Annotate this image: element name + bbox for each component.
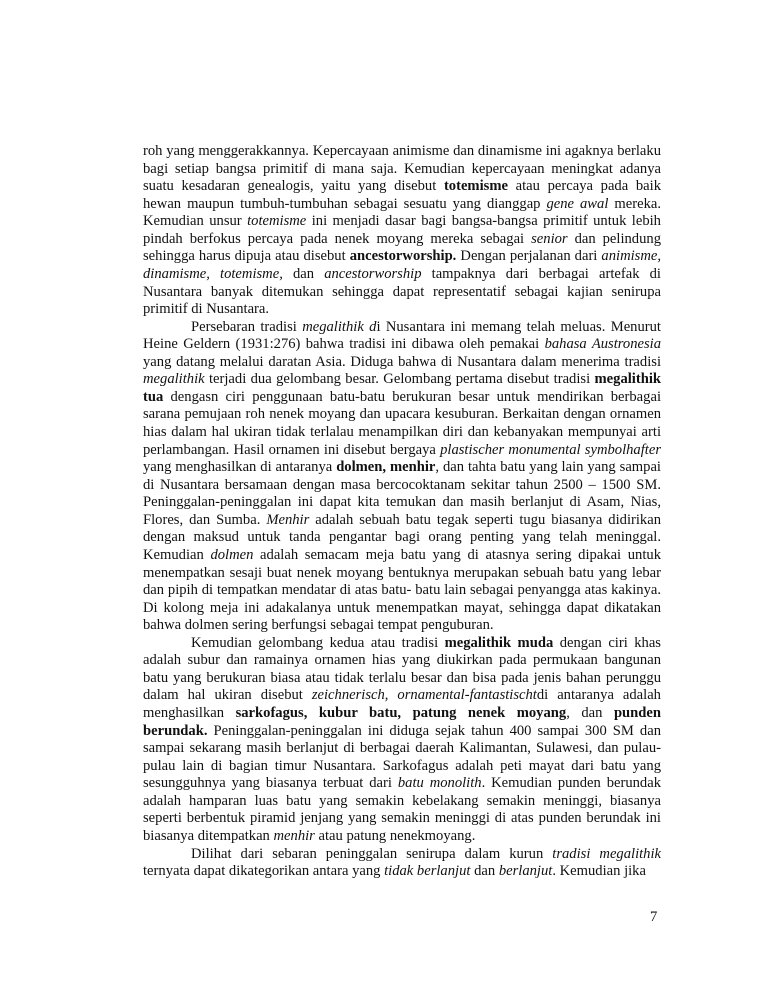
bold-term: megalithik muda [444,634,554,651]
paragraph [143,846,661,881]
italic-term: Menhir [266,511,310,528]
italic-term: menhir [273,827,315,844]
text-run: Dengan perjalanan dari [456,248,602,265]
italic-term: berlanjut [498,863,553,880]
italic-term: animisme, dinamisme, totemisme, [143,248,662,282]
text-run: atau patung nenekmoyang. [314,827,476,844]
text-run: i Nusantara ini memang telah meluas. Menurut Heine Geldern (1931:276) bahwa tradisi ini dibawa oleh pemakai [143,318,661,353]
text-run: . Kemudian jika [552,863,646,880]
text-run: dengan ciri khas adalah subur dan ramainya ornamen hias yang diukirkan pada permukaan bangunan batu yang berukuran biasa atau tidak terlalu besar dan bisa pada jenis bahan perunggu dalam hal ukiran disebut [143,634,661,704]
text-run: Peninggalan-peninggalan ini diduga sejak tahun 400 sampai 300 SM dan sampai sekarang masih berlanjut di berbagai daerah Kalimantan, Sulawesi, dan pulau-pulau lain di bagian timur Nusantara. Sarkofagus adalah peti mayat dari batu yang sesungguhnya yang biasanya terbuat dari [143,722,661,792]
text-run: di antaranya adalah menghasilkan [143,687,661,721]
italic-term: megalithik [143,371,205,388]
text-run: , dan [566,705,614,721]
text-run: roh yang menggerakkannya. Kepercayaan animisme dan dinamisme ini agaknya berlaku bagi setiap bangsa primitif di mana saja. Kemudian kepercayaan meningkat adanya suatu kesadaran genealogis, yaitu yang disebut [143,143,661,195]
italic-term: tradisi megalithik [552,845,662,862]
text-run: dan pelindung sehingga harus dipuja atau disebut [143,230,661,265]
text-run: ini menjadi dasar bagi bangsa-bangsa primitif untuk lebih pindah berfokus percaya pada nenek moyang mereka sebagai [143,213,661,247]
text-run: yang datang melalui daratan Asia. Diduga bahwa di Nusantara dalam menerima tradisi [143,353,661,370]
italic-term: totemisme [247,213,307,230]
text-run: tampaknya dari berbagai artefak di Nusantara banyak ditemukan sehingga dapat representatif sebagai kajian senirupa primitif di Nusantara. [143,265,661,318]
document-body [143,143,661,881]
text-run: dan [282,265,325,282]
italic-term: batu monolith [397,775,482,792]
text-run: dan [470,863,499,880]
text-run: adalah semacam meja batu yang di atasnya sering dipakai untuk menempatkan sesaji buat nenek moyang bentuknya merupakan sebuah batu yang lebar dan pipih di tempatkan mendatar di atas batu- batu lain sebagai penyangga atas kakinya. Di kolong meja ini adakalanya untuk menempatkan mayat, sehingga dapat dikatakan bahwa dolmen sering berfungsi sebagai tempat penguburan. [143,546,661,634]
bold-term: dolmen, menhir [336,459,436,476]
italic-term: plastischer monumental symbolhafter [440,441,661,458]
text-run: Kemudian gelombang kedua atau tradisi [191,634,445,651]
italic-term: megalithik d [302,318,377,335]
bold-term: punden berundak. [143,705,661,739]
italic-term: bahasa Austronesia [544,336,662,353]
paragraph [143,635,661,846]
italic-term: senior [531,230,568,247]
italic-term: dolmen [210,546,254,563]
italic-term: tidak berlanjut [384,863,471,880]
bold-term: sarkofagus, kubur batu, patung nenek moyang [235,705,567,721]
paragraph [143,319,661,635]
bold-term: totemisme [443,178,508,195]
italic-term: ancestorworship [324,265,422,282]
italic-term: zeichnerisch, ornamental-fantastischt [311,687,537,704]
text-run: adalah sebuah batu tegak seperti tugu biasanya didirikan dengan maksud untuk tanda pengantar bagi orang penting yang telah meninggal. Kemudian [143,511,661,563]
text-run: Persebaran tradisi [191,318,303,335]
bold-term: ancestorworship. [349,248,457,265]
text-run: atau percaya pada baik hewan maupun tumbuh-tumbuhan sebagai sesuatu yang dianggap [143,178,661,212]
text-run: terjadi dua gelombang besar. Gelombang pertama disebut tradisi [204,371,595,388]
text-run: . Kemudian punden berundak adalah hamparan luas batu yang semakin kebelakang semakin meninggi, biasanya seperti berbentuk piramid jenjang yang semakin meninggi di atas punden berundak ini biasanya ditempatkan [143,775,662,844]
text-run: yang menghasilkan di antaranya [143,459,337,476]
page-number: 7 [650,909,658,925]
text-run: , dan tahta batu yang lain yang sampai di Nusantara bersamaan dengan masa bercocoktanam sekitar tahun 2500 – 1500 SM. Peninggalan-peninggalan ini dapat kita temukan dan masih berlanjut di Asam, Nias, Flores, dan Sumba. [143,459,661,528]
paragraph [143,143,661,319]
text-run: ternyata dapat dikategorikan antara yang [143,863,385,880]
bold-term: megalithik tua [143,371,661,405]
text-run: mereka. Kemudian unsur [143,195,661,230]
italic-term: gene awal [546,195,609,212]
text-run: Dilihat dari sebaran peninggalan senirupa dalam kurun [191,845,553,862]
text-run: dengasn ciri penggunaan batu-batu berukuran besar untuk mendirikan berbagai sarana pemujaan roh nenek moyang dan upacara kesuburan. Berkaitan dengan ornamen hias dalam hal ukiran tidak terlalau menampilkan diri dan kebanyakan mempunyai arti perlambangan. Hasil ornamen ini disebut bergaya [143,388,661,458]
